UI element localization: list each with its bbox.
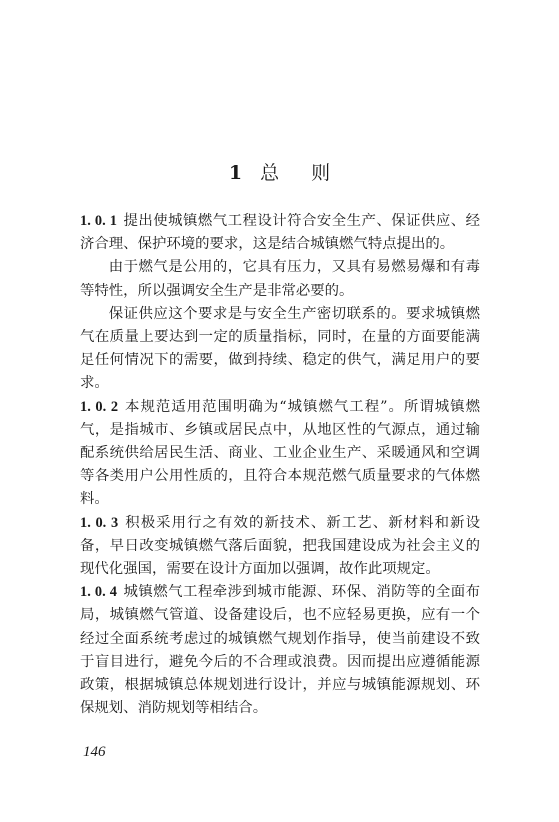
clause-paragraph xyxy=(80,210,480,256)
clause-number: 1. 0. 2 xyxy=(80,398,119,415)
paragraph-text: 保证供应这个要求是与安全生产密切联系的。要求城镇燃气在质量上要达到一定的质量指标，同时，在量的方面要能满足任何情况下的需要，做到持续、稳定的供气，满足用户的要求。 xyxy=(80,305,480,392)
chapter-title-char-2: 则 xyxy=(311,162,331,184)
clause-paragraph xyxy=(80,581,480,720)
clause-number: 1. 0. 4 xyxy=(80,584,117,601)
chapter-number: 1 xyxy=(228,162,243,184)
paragraph-text: 由于燃气是公用的，它具有压力，又具有易燃易爆和有毒等特性，所以强调安全生产是非常必要的。 xyxy=(80,259,480,299)
paragraph-text: 积极采用行之有效的新技术、新工艺、新材料和新设备，早日改变城镇燃气落后面貌，把我国建设成为社会主义的现代化强国，需要在设计方面加以强调，故作此项规定。 xyxy=(80,514,480,578)
clause-paragraph xyxy=(80,512,480,582)
chapter-title xyxy=(0,158,559,185)
page-number: 146 xyxy=(83,744,106,760)
chapter-title-char-1: 总 xyxy=(260,162,280,184)
paragraph xyxy=(80,256,480,302)
paragraph xyxy=(80,303,480,396)
clause-paragraph xyxy=(80,396,480,512)
paragraph-text: 城镇燃气工程牵涉到城市能源、环保、消防等的全面布局，城镇燃气管道、设备建设后，也不应轻易更换，应有一个经过全面系统考虑过的城镇燃气规划作指导，使当前建设不致于盲目进行，避免今后的不合理或浪费。因而提出应遵循能源政策，根据城镇总体规划进行设计，并应与城镇能源规划、环保规划、消防规划等相结合。 xyxy=(80,584,480,717)
paragraph-text: 提出使城镇燃气工程设计符合安全生产、保证供应、经济合理、保护环境的要求，这是结合城镇燃气特点提出的。 xyxy=(80,213,480,253)
clause-number: 1. 0. 3 xyxy=(80,514,119,531)
paragraph-text: 本规范适用范围明确为“城镇燃气工程”。所谓城镇燃气，是指城市、乡镇或居民点中，从地区性的气源点，通过输配系统供给居民生活、商业、工业企业生产、采暖通风和空调等各类用户公用性质的，且符合本规范燃气质量要求的气体燃料。 xyxy=(80,398,480,508)
clause-number: 1. 0. 1 xyxy=(80,213,117,229)
body-text xyxy=(80,210,480,720)
